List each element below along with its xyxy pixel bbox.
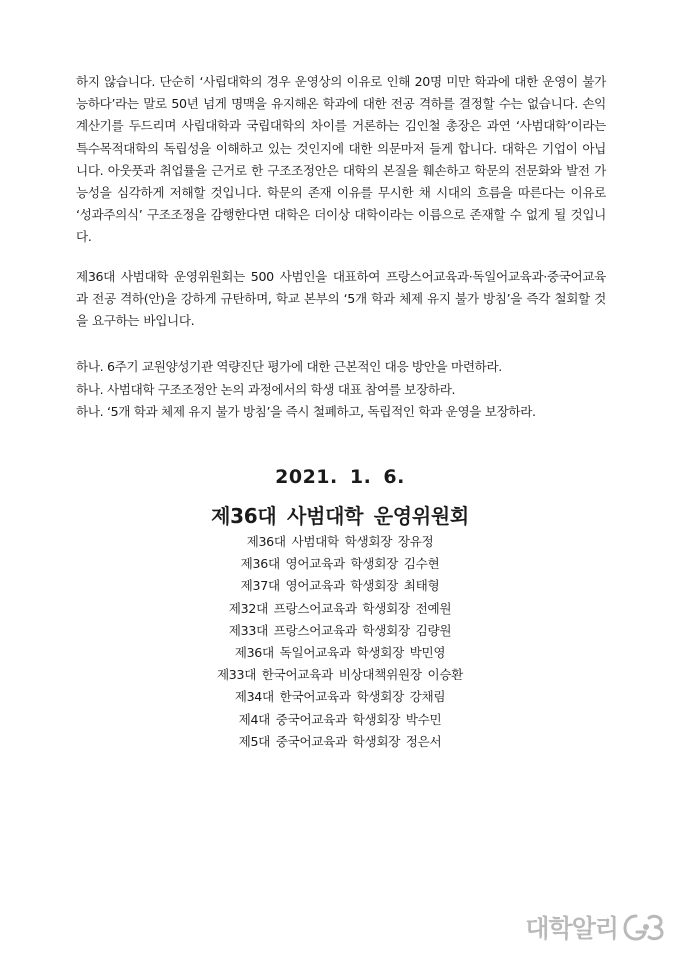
signer-line: 제33대 프랑스어교육과 학생회장 김량원	[228, 622, 452, 638]
signer-line: 제33대 한국어교육과 비상대책위원장 이승환	[216, 667, 464, 683]
statement-paragraph-1: 하지 않습니다. 단순히 ‘사립대학의 경우 운영상의 이유로 인해 20명 미만 학과에 대한 운영이 불가능하다’라는 말로 50년 넘게 명맥을 유지해온 학과에 대한 전공 격하를 결정할 수는 없습니다. 손익 계산기를 두드리며 사립대학과 국립대학의 차이를 거론하는 김인철 총장은 과연 ‘사범대학’이라는 특수목적대학의 독립성을 이해하고 있는 것인지에 대한 의문마저 들게 합니다. 대학은 기업이 아닙니다. 아웃풋과 취업률을 근거로 한 구조조정안은 대학의 본질을 훼손하고 학문의 전문화와 발전 가능성을 심각하게 저해할 것입니다. 학문의 존재 이유를 무시한 채 시대의 흐름을 따른다는 이유로 ‘성과주의식’ 구조조정을 감행한다면 대학은 더이상 대학이라는 이름으로 존재할 수 없게 될 것입니다.	[76, 74, 606, 245]
statement-paragraph-2: 제36대 사범대학 운영위원회는 500 사범인을 대표하여 프랑스어교육과·독일어교육과·중국어교육과 전공 격하(안)을 강하게 규탄하며, 학교 본부의 ‘5개 학과 체제 유지 불가 방침’을 즉각 철회할 것을 요구하는 바입니다.	[76, 269, 606, 329]
signer-line: 제36대 영어교육과 학생회장 김수현	[240, 556, 440, 572]
signer-line: 제5대 중국어교육과 학생회장 정은서	[238, 733, 442, 749]
demands-list	[76, 356, 616, 424]
signer-line: 제4대 중국어교육과 학생회장 박수민	[238, 711, 442, 727]
organization-name: 제36대 사범대학 운영위원회	[211, 504, 469, 528]
demand-item: 하나. ‘5개 학과 체제 유지 불가 방침’을 즉시 철폐하고, 독립적인 학과 운영을 보장하라.	[76, 404, 536, 419]
demand-item: 하나. 6주기 교원양성기관 역량진단 평가에 대한 근본적인 대응 방안을 마련하라.	[76, 359, 502, 374]
signer-line: 제34대 한국어교육과 학생회장 강채림	[234, 689, 446, 705]
signer-line: 제36대 사범대학 학생회장 장유정	[246, 534, 434, 549]
signer-line: 제37대 영어교육과 학생회장 최태형	[240, 578, 440, 594]
demand-item: 하나. 사범대학 구조조정안 논의 과정에서의 학생 대표 참여를 보장하라.	[76, 381, 456, 397]
watermark-text: 대학알리	[525, 914, 618, 943]
signer-line: 제36대 독일어교육과 학생회장 박민영	[234, 645, 446, 661]
signer-line: 제32대 프랑스어교육과 학생회장 전예원	[228, 600, 452, 616]
daehak-alli-logo-icon	[622, 912, 666, 942]
statement-date: 2021. 1. 6.	[275, 466, 405, 488]
watermark	[525, 909, 666, 945]
signers-list	[0, 531, 680, 753]
